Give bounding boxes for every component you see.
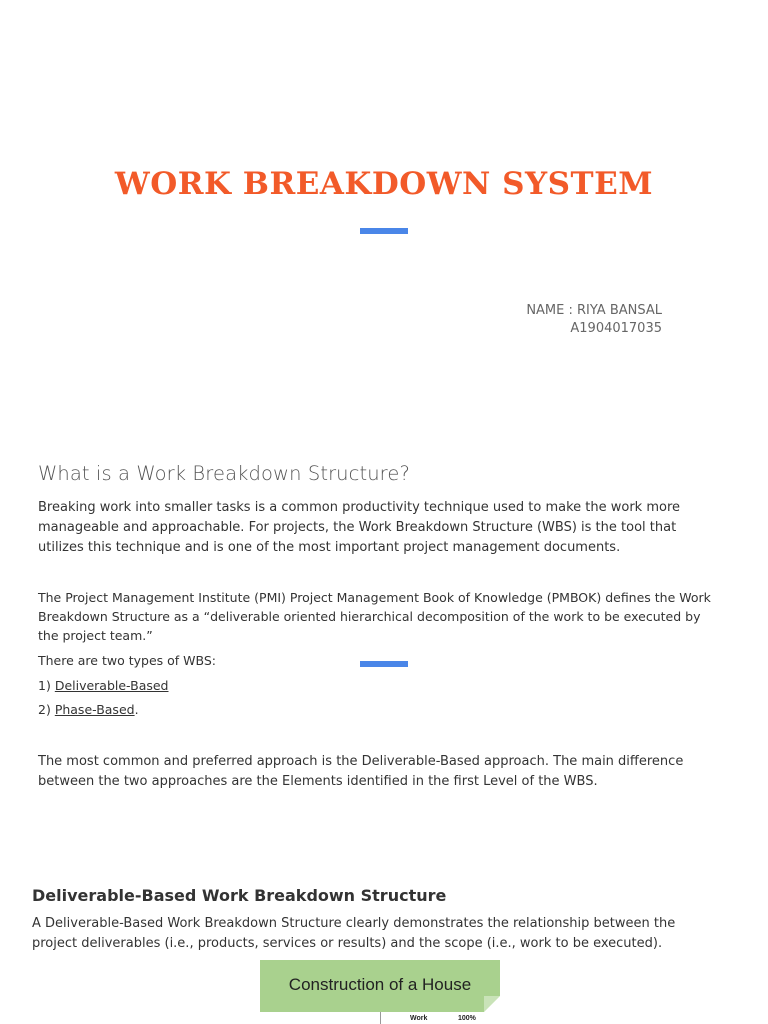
list-item-deliverable-based — [38, 676, 718, 696]
list-number: 1) — [38, 678, 55, 693]
figure-cell-label: Work — [410, 1015, 428, 1022]
author-name: NAME : RIYA BANSAL — [526, 303, 662, 318]
paragraph-approach: The most common and preferred approach is the Deliverable-Based approach. The main difference between the two approaches are the Elements identified in the first Level of the WBS. — [38, 754, 684, 789]
phase-based-link[interactable]: Phase-Based — [54, 702, 135, 717]
list-number: 2) — [38, 702, 55, 717]
accent-divider — [360, 228, 408, 234]
types-intro: There are two types of WBS: — [38, 653, 217, 668]
list-item-phase-based — [38, 700, 718, 720]
paragraph-intro: Breaking work into smaller tasks is a common productivity technique used to make the work more manageable and approachable. For projects, the Work Breakdown Structure (WBS) is the tool that utilizes this technique and is one of the most important project management documents. — [38, 500, 681, 555]
section-heading-what-is-wbs: What is a Work Breakdown Structure? — [38, 462, 410, 485]
author-block — [430, 302, 662, 338]
author-id: A1904017035 — [570, 321, 662, 336]
figure-title: Construction of a House — [288, 975, 472, 994]
deliverable-based-link[interactable]: Deliverable-Based — [54, 678, 169, 693]
paragraph-deliverable-based: A Deliverable-Based Work Breakdown Structure clearly demonstrates the relationship between the project deliverables (i.e., products, services or results) and the scope (i.e., work to be executed). — [32, 916, 676, 951]
list-period: . — [134, 702, 139, 717]
wbs-figure-header — [260, 960, 500, 1012]
figure-cell-value: 100% — [458, 1015, 476, 1022]
document-title: WORK BREAKDOWN SYSTEM — [114, 166, 654, 202]
paragraph-pmi-definition: The Project Management Institute (PMI) Project Management Book of Knowledge (PMBOK) defines the Work Breakdown Structure as a “deliverable oriented hierarchical decomposition of the work to be executed by the project team.” — [38, 590, 711, 643]
figure-connector-line — [380, 1012, 381, 1024]
section-heading-deliverable-based: Deliverable-Based Work Breakdown Structure — [32, 886, 447, 905]
